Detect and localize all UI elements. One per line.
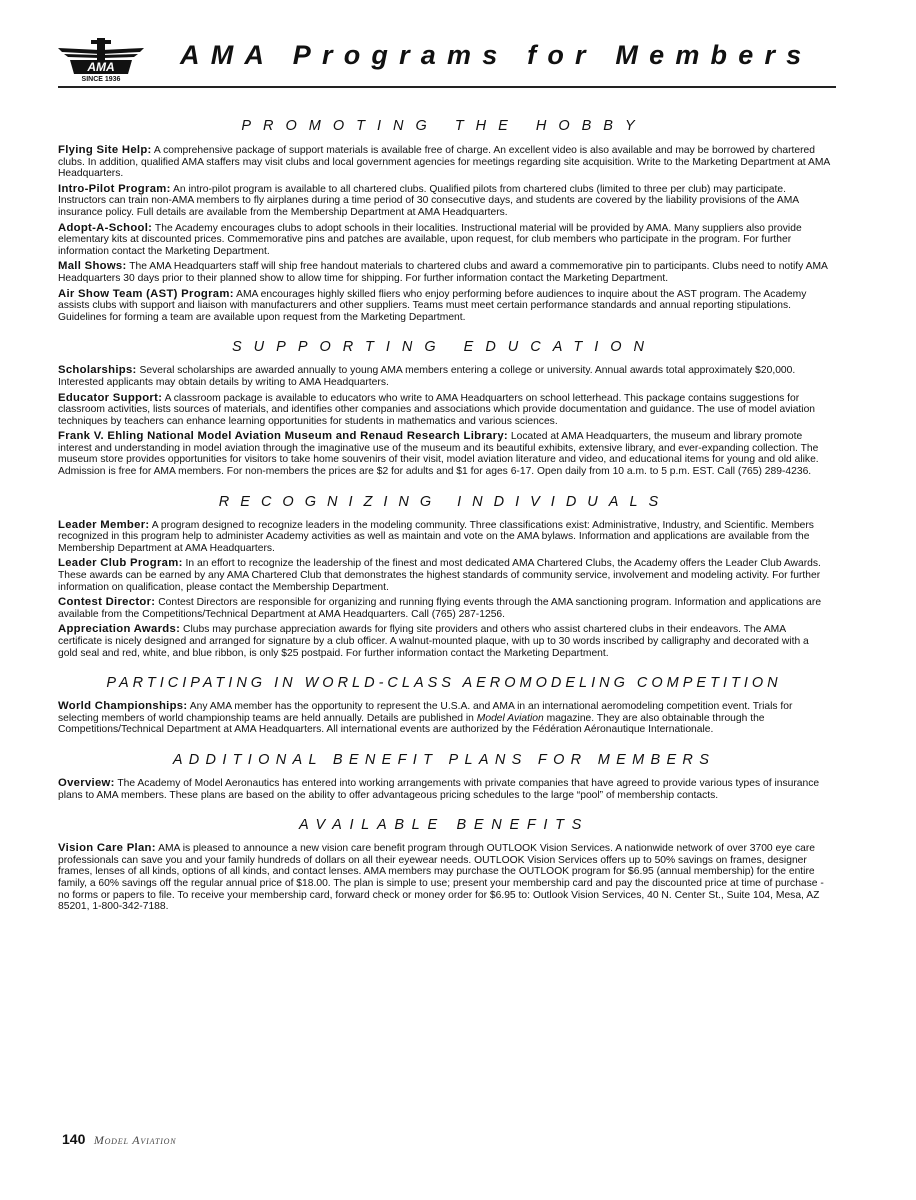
program-text: The Academy of Model Aeronautics has entered into working arrangements with private companies that have agreed to provide various types of insurance plans to AMA members. These plans are based on the ability to offer advantageous pricing schedules to the large “pool” of membership contacts. [58, 777, 820, 801]
program-text: In an effort to recognize the leadership of the finest and most dedicated AMA Chartered Clubs, the Academy offers the Leader Club Awards. These awards can be earned by any AMA Chartered Club that demonstrates the highest standards of community service, involvement and modeling activity. For further information on qualification, please contact the Membership Department. [58, 558, 821, 593]
program-text: An intro-pilot program is available to all chartered clubs. Qualified pilots from chartered clubs (limited to three per club) may participate. Instructors can train non-AMA members to fly airplanes during a time period of 30 consecutive days, and students are covered by the liability provisions of the AMA insurance policy. Full details are available from the Membership Department at AMA Headquarters. [58, 183, 799, 218]
logo-text: AMA [87, 60, 115, 74]
program-term: Leader Member: [58, 518, 150, 531]
page-title: AMA Programs for Members [180, 40, 813, 70]
page-number: 140 [62, 1131, 86, 1147]
program-entry [58, 261, 830, 284]
page-footer [62, 1131, 176, 1149]
section-heading: ADDITIONAL BENEFIT PLANS FOR MEMBERS [172, 751, 716, 768]
program-term: Intro-Pilot Program: [58, 182, 171, 195]
program-entry [58, 431, 830, 477]
section-heading: PROMOTING THE HOBBY [241, 118, 647, 134]
program-text: A classroom package is available to educators who write to AMA Headquarters on school letterhead. This package contains suggestions for classroom activities, lists sources of materials, and identifies other companies and associations which provide documentation and guidance. The use of model aviation techniques by teachers can enhance learning opportunities for students in mathematics and various sciences. [58, 392, 816, 427]
magazine-title: Model Aviation [476, 712, 544, 724]
program-text: Located at AMA Headquarters, the museum and library promote interest and understanding in model aviation through the imaginative use of the museum and its beautiful exhibits, extensive library, and ever-expanding collection. The museum store provides opportunities for visitors to take home souvenirs of their visit, model aviation literature and video, and educational items for young and old alike. Admission is free for AMA members. For non-members the prices are $2 for adults and $1 for ages 6-17. Open daily from 10 a.m. to 5 p.m. EST. Call (765) 289-4236. [58, 431, 819, 478]
program-text: A comprehensive package of support materials is available free of charge. An excellent video is also available and may be borrowed by chartered clubs. In addition, qualified AMA staffers may visit clubs and local government agencies for meetings regarding site acquisition. Write to the Marketing Department at AMA Headquarters. [58, 145, 830, 180]
program-term: Scholarships: [58, 364, 137, 377]
program-text: The AMA Headquarters staff will ship free handout materials to chartered clubs and award a commemorative pin to participants. Clubs need to notify AMA Headquarters 30 days prior to their planned show to allow time for shipping. For further information contact the Marketing Department. [58, 261, 828, 284]
program-entry [58, 701, 830, 736]
program-entry [58, 184, 830, 219]
program-entry [58, 520, 830, 555]
program-entry [58, 223, 830, 258]
program-term: Contest Director: [58, 596, 156, 609]
program-entry [58, 289, 830, 324]
ama-logo [56, 36, 146, 82]
program-entry [58, 365, 830, 388]
program-term: Frank V. Ehling National Model Aviation Museum and Renaud Research Library: [58, 430, 508, 443]
document-body [58, 118, 830, 917]
program-entry [58, 843, 830, 913]
program-text: magazine. They are also obtainable through the Competitions/Technical Department at AMA Headquarters. All international events are authorized by the Fédération Aéronautique Internationale. [58, 712, 765, 736]
program-text: Contest Directors are responsible for organizing and running flying events through the AMA sanctioning program. Information and applications are available from the Competitions/Technical Department at AMA Headquarters. Call (765) 287-1256. [58, 597, 822, 620]
section-heading: SUPPORTING EDUCATION [232, 339, 656, 356]
program-text: Clubs may purchase appreciation awards for flying site providers and others who assist chartered clubs in their endeavors. The AMA certificate is nicely designed and arranged for signature by a club officer. A walnut-mounted plaque, with up to 30 words inscribed by calligraphy and decorated with a gold seal and red, white, and blue ribbon, is only $25 postpaid. For further information contact the Marketing Department. [58, 624, 809, 659]
program-entry [58, 778, 830, 801]
program-text: AMA encourages highly skilled fliers who enjoy performing before audiences to inquire about the AST program. The Academy assists clubs with support and liaison with manufacturers and other suppliers. Teams must meet certain performance standards and annual reporting stipulations. Guidelines for forming a team are available upon request from the Marketing Department. [58, 288, 807, 323]
program-text: Several scholarships are awarded annually to young AMA members entering a college or university. Annual awards total approximately $20,000. Interested applicants may obtain details by writing to AMA Headquarters. [58, 365, 796, 388]
ama-wings-icon [56, 36, 146, 82]
program-text: A program designed to recognize leaders in the modeling community. Three classifications exist: Administrative, Industry, and Scientific. Members recognized in this program help to administer Academy activities as well as maintain and vote on the AMA bylaws. Information and applications are available from the Membership Department at AMA Headquarters. [58, 519, 814, 554]
header-divider [58, 86, 836, 88]
program-entry [58, 558, 830, 593]
section-heading: AVAILABLE BENEFITS [298, 817, 590, 834]
section-heading: RECOGNIZING INDIVIDUALS [218, 493, 670, 510]
program-term: Flying Site Help: [58, 144, 152, 156]
program-entry [58, 393, 830, 428]
program-text: The Academy encourages clubs to adopt schools in their localities. Instructional material will be provided by AMA. Many suppliers also provide elementary kits at discounted prices. Commemorative pins and patches are available, upon request, for club members who participate in the program. For further information contact the Marketing Department. [58, 222, 802, 257]
program-entry [58, 624, 830, 659]
program-term: Leader Club Program: [58, 557, 183, 570]
program-text: Any AMA member has the opportunity to represent the U.S.A. and AMA in an international aeromodeling competition event. Trials for selecting members of world championship teams are held annually. Details are published in [58, 701, 793, 724]
logo-since: SINCE 1936 [81, 76, 121, 82]
section-heading: PARTICIPATING IN WORLD-CLASS AEROMODELING COMPETITION [106, 675, 782, 692]
program-entry [58, 145, 830, 180]
program-term: Mall Shows: [58, 260, 127, 273]
program-term: Vision Care Plan: [58, 842, 156, 855]
program-entry [58, 597, 830, 620]
program-term: World Championships: [58, 700, 188, 713]
program-term: Adopt-A-School: [58, 221, 153, 234]
program-term: Appreciation Awards: [58, 623, 181, 636]
magazine-name: Model Aviation [93, 1133, 177, 1147]
program-term: Overview: [58, 776, 115, 789]
program-term: Educator Support: [58, 391, 163, 404]
program-text: AMA is pleased to announce a new vision care benefit program through OUTLOOK Vision Services. A nationwide network of over 3700 eye care professionals can save you and your family hundreds of dollars on all their eyewear needs. OUTLOOK Vision Services offers up to 50% savings on frames, designer frames, lenses of all kinds, options of all kinds, and contact lenses. AMA members may purchase the OUTLOOK program for $6.95 (annual membership) for the entire family, a 60% savings off the regular annual price of $18.00. The plan is simple to use; present your membership card and pay the discounted price at time of purchase - no forms or papers to file. To receive your membership card, forward check or money order for $6.95 to: Outlook Vision Services, 40 N. Center St., Suite 104, Mesa, AZ 85201, 1-800-342-7188. [58, 843, 824, 913]
program-term: Air Show Team (AST) Program: [58, 287, 234, 300]
